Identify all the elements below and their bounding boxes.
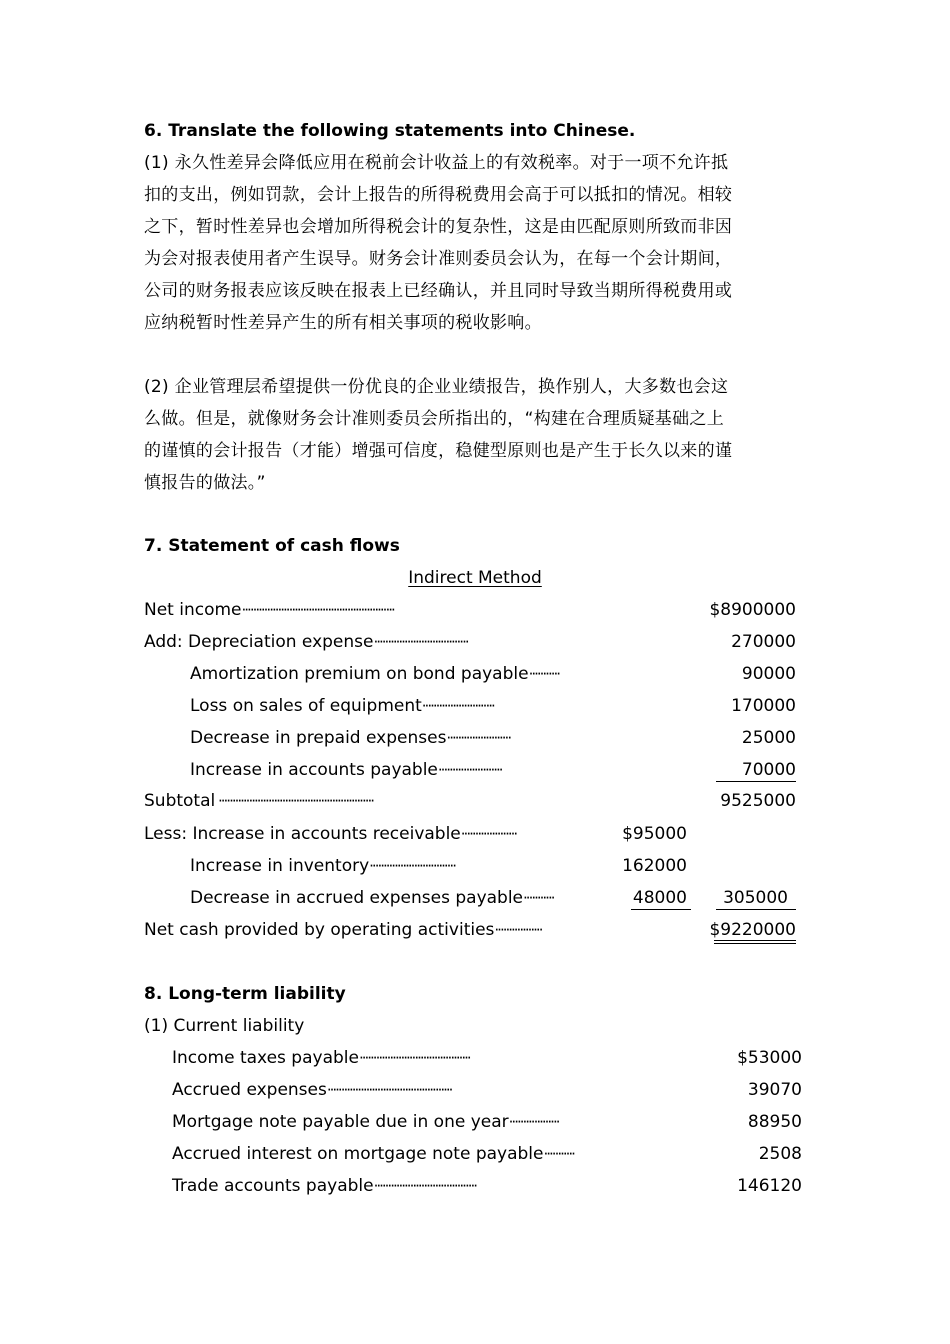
cashflow-row-value: 9525000 bbox=[720, 791, 796, 811]
cashflow-row-label: Loss on sales of equipment·························· bbox=[190, 696, 494, 716]
underline bbox=[631, 909, 691, 910]
double-underline bbox=[714, 943, 796, 944]
cashflow-row-value: 25000 bbox=[741, 728, 796, 748]
cashflow-row-value: 270000 bbox=[731, 632, 796, 652]
cashflow-row-label: Decrease in accrued expenses payable··········· bbox=[190, 888, 554, 908]
cashflow-row-label: Net cash provided by operating activities················· bbox=[144, 920, 542, 940]
para1-line: 之下，暂时性差异也会增加所得税会计的复杂性，这是由匹配原则所致而非因 bbox=[144, 217, 733, 237]
liability-row-label: Accrued expenses············································· bbox=[172, 1080, 452, 1100]
cashflow-row-value: 90000 bbox=[741, 664, 796, 684]
double-underline bbox=[714, 940, 796, 941]
section-7-heading: 7. Statement of cash flows bbox=[144, 536, 400, 556]
underline bbox=[716, 781, 796, 782]
section-8-heading: 8. Long-term liability bbox=[144, 984, 346, 1004]
liability-row-value: $53000 bbox=[737, 1048, 802, 1068]
para2-line: 慎报告的做法。” bbox=[144, 473, 266, 493]
section-6-heading: 6. Translate the following statements into Chinese. bbox=[144, 121, 636, 141]
cashflow-row-label: Increase in inventory······························· bbox=[190, 856, 455, 876]
cashflow-row-col1: 162000 bbox=[622, 856, 687, 876]
cashflow-row-value: $9220000 bbox=[709, 920, 796, 940]
cashflow-row-label: Increase in accounts payable······················· bbox=[190, 760, 502, 780]
para1-line: (1) 永久性差异会降低应用在税前会计收益上的有效税率。对于一项不允许抵 bbox=[144, 153, 729, 173]
cashflow-row-label: Amortization premium on bond payable··········· bbox=[190, 664, 560, 684]
para1-line: 扣的支出，例如罚款，会计上报告的所得税费用会高于可以抵扣的情况。相较 bbox=[144, 185, 733, 205]
cashflow-row-value: $8900000 bbox=[709, 600, 796, 620]
underline bbox=[716, 909, 796, 910]
para1-line: 应纳税暂时性差异产生的所有相关事项的税收影响。 bbox=[144, 313, 542, 333]
liability-row-value: 2508 bbox=[758, 1144, 802, 1164]
cashflow-row-label: Decrease in prepaid expenses······················· bbox=[190, 728, 511, 748]
para1-line: 公司的财务报表应该反映在报表上已经确认，并且同时导致当期所得税费用或 bbox=[144, 281, 733, 301]
liability-row-value: 39070 bbox=[747, 1080, 802, 1100]
cashflow-row-label: Less: Increase in accounts receivable···················· bbox=[144, 824, 517, 844]
cashflow-row-label: Net income······················································· bbox=[144, 600, 394, 620]
statement-subtitle bbox=[0, 567, 950, 589]
cashflow-row-col1: 48000 bbox=[632, 888, 687, 908]
cashflow-row-label: Add: Depreciation expense·································· bbox=[144, 632, 468, 652]
cashflow-row-value: 305000 bbox=[723, 888, 788, 908]
para2-line: 的谨慎的会计报告（才能）增强可信度，稳健型原则也是产生于长久以来的谨 bbox=[144, 441, 733, 461]
section-8-subheading: (1) Current liability bbox=[144, 1016, 305, 1036]
liability-row-label: Mortgage note payable due in one year·················· bbox=[172, 1112, 559, 1132]
liability-row-value: 88950 bbox=[747, 1112, 802, 1132]
cashflow-row-label: Subtotal ························································ bbox=[144, 791, 374, 811]
para2-line: (2) 企业管理层希望提供一份优良的企业业绩报告，换作别人，大多数也会这 bbox=[144, 377, 729, 397]
para2-line: 么做。但是，就像财务会计准则委员会所指出的，“构建在合理质疑基础之上 bbox=[144, 409, 725, 429]
subtitle-text: Indirect Method bbox=[408, 568, 542, 588]
cashflow-row-col1: $95000 bbox=[622, 824, 687, 844]
liability-row-label: Accrued interest on mortgage note payable··········· bbox=[172, 1144, 574, 1164]
cashflow-row-value: 170000 bbox=[731, 696, 796, 716]
liability-row-label: Income taxes payable········································ bbox=[172, 1048, 470, 1068]
liability-row-value: 146120 bbox=[737, 1176, 802, 1196]
liability-row-label: Trade accounts payable····································· bbox=[172, 1176, 477, 1196]
para1-line: 为会对报表使用者产生误导。财务会计准则委员会认为，在每一个会计期间， bbox=[144, 249, 733, 269]
cashflow-row-value: 70000 bbox=[741, 760, 796, 780]
